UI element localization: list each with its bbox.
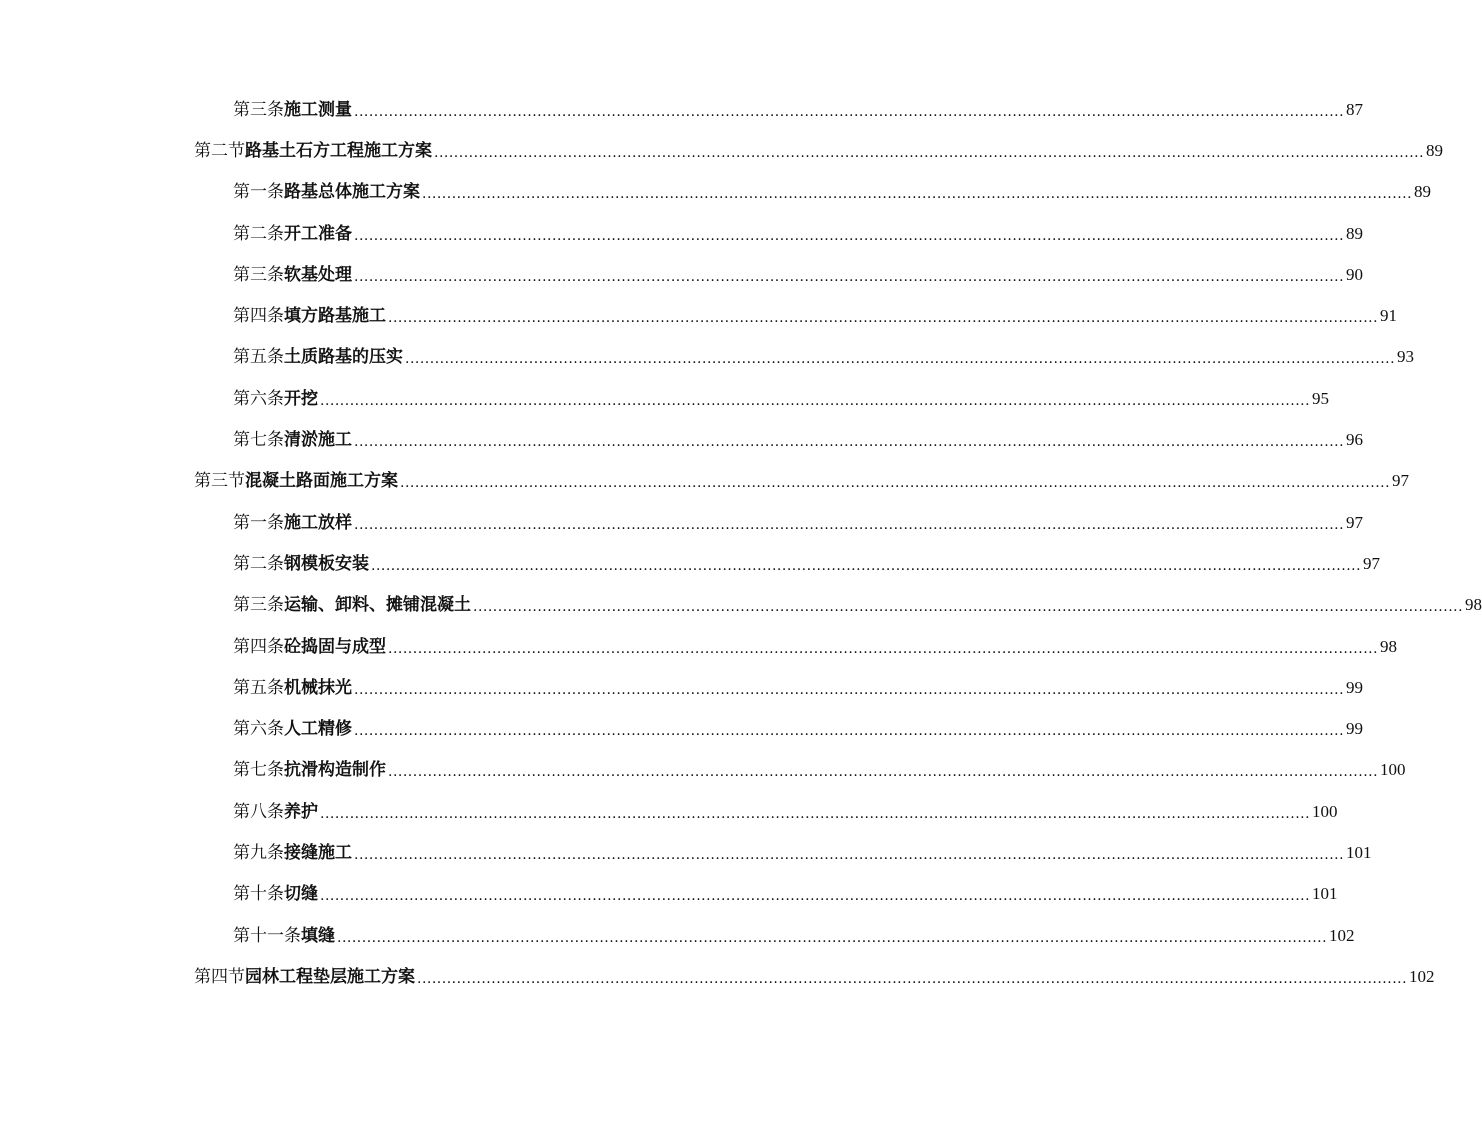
toc-entry-page: 101 (1312, 884, 1338, 904)
toc-entry[interactable] (0, 708, 1364, 749)
toc-entry-number: 第一条 (233, 182, 284, 203)
toc-entry[interactable] (0, 832, 1372, 873)
toc-entry[interactable] (0, 337, 1415, 378)
toc-entry-number: 第十一条 (233, 925, 301, 946)
toc-entry-page: 98 (1380, 636, 1398, 656)
dot-leader: ........................................................................................................................................................................................................ (354, 516, 1345, 533)
toc-entry-page: 95 (1312, 388, 1330, 408)
toc-entry-page: 91 (1380, 306, 1398, 326)
toc-entry-page: 97 (1346, 512, 1364, 532)
toc-entry-title: 土质路基的压实 (284, 347, 403, 368)
toc-entry[interactable] (0, 295, 1398, 336)
toc-entry[interactable] (0, 89, 1364, 130)
toc-entry-title: 开工准备 (284, 223, 352, 244)
toc-entry[interactable] (0, 254, 1364, 295)
toc-entry-number: 第五条 (233, 347, 284, 368)
toc-entry[interactable] (0, 461, 1410, 502)
toc-entry-page: 97 (1363, 553, 1381, 573)
toc-entry-title: 施工放样 (284, 512, 352, 533)
toc-entry-title: 施工测量 (284, 99, 352, 120)
toc-entry[interactable] (0, 667, 1364, 708)
toc-entry[interactable] (0, 750, 1406, 791)
dot-leader: ........................................................................................................................................................................................................ (354, 846, 1345, 863)
toc-entry-title: 清淤施工 (284, 430, 352, 451)
toc-entry-page: 90 (1346, 264, 1364, 284)
toc-entry-page: 102 (1329, 925, 1355, 945)
dot-leader: ........................................................................................................................................................................................................ (354, 268, 1345, 285)
toc-entry-title: 抗滑构造制作 (284, 760, 386, 781)
toc-entry-number: 第五条 (233, 677, 284, 698)
toc-entry[interactable] (0, 956, 1435, 997)
dot-leader: ........................................................................................................................................................................................................ (354, 681, 1345, 698)
dot-leader: ........................................................................................................................................................................................................ (473, 599, 1464, 616)
toc-entry-number: 第三节 (194, 471, 245, 492)
table-of-contents (0, 89, 1482, 998)
dot-leader: ........................................................................................................................................................................................................ (320, 805, 1311, 822)
toc-entry-title: 切缝 (284, 884, 318, 905)
toc-entry-page: 89 (1346, 223, 1364, 243)
toc-entry-number: 第四条 (233, 306, 284, 327)
dot-leader: ........................................................................................................................................................................................................ (320, 888, 1311, 905)
dot-leader: ........................................................................................................................................................................................................ (400, 475, 1391, 492)
toc-entry-page: 100 (1312, 801, 1338, 821)
toc-entry-page: 93 (1397, 347, 1415, 367)
toc-entry-number: 第三条 (233, 99, 284, 120)
toc-entry-title: 开挖 (284, 388, 318, 409)
toc-entry-number: 第六条 (233, 388, 284, 409)
dot-leader: ........................................................................................................................................................................................................ (354, 434, 1345, 451)
toc-entry-number: 第三条 (233, 595, 284, 616)
dot-leader: ........................................................................................................................................................................................................ (371, 557, 1362, 574)
toc-entry-title: 填方路基施工 (284, 306, 386, 327)
toc-entry[interactable] (0, 874, 1338, 915)
toc-entry-title: 混凝土路面施工方案 (245, 471, 398, 492)
toc-entry-title: 路基总体施工方案 (284, 182, 420, 203)
toc-entry-page: 102 (1409, 966, 1435, 986)
dot-leader: ........................................................................................................................................................................................................ (434, 144, 1425, 161)
toc-entry-number: 第四节 (194, 966, 245, 987)
dot-leader: ........................................................................................................................................................................................................ (405, 351, 1396, 368)
toc-entry-page: 87 (1346, 99, 1364, 119)
toc-entry-number: 第六条 (233, 719, 284, 740)
dot-leader: ........................................................................................................................................................................................................ (354, 103, 1345, 120)
toc-entry-title: 接缝施工 (284, 842, 352, 863)
toc-entry-page: 99 (1346, 677, 1364, 697)
dot-leader: ........................................................................................................................................................................................................ (354, 723, 1345, 740)
toc-entry[interactable] (0, 543, 1381, 584)
toc-entry-title: 养护 (284, 801, 318, 822)
toc-entry-page: 89 (1426, 140, 1444, 160)
dot-leader: ........................................................................................................................................................................................................ (320, 392, 1311, 409)
toc-entry-page: 98 (1465, 595, 1482, 615)
toc-entry-number: 第二条 (233, 223, 284, 244)
dot-leader: ........................................................................................................................................................................................................ (337, 929, 1328, 946)
toc-entry-title: 机械抹光 (284, 677, 352, 698)
toc-entry-title: 填缝 (301, 925, 335, 946)
dot-leader: ........................................................................................................................................................................................................ (388, 310, 1379, 327)
toc-entry-title: 砼捣固与成型 (284, 636, 386, 657)
dot-leader: ........................................................................................................................................................................................................ (388, 640, 1379, 657)
toc-entry[interactable] (0, 419, 1364, 460)
dot-leader: ........................................................................................................................................................................................................ (388, 764, 1379, 781)
toc-entry-title: 人工精修 (284, 719, 352, 740)
toc-entry[interactable] (0, 213, 1364, 254)
toc-entry-title: 钢模板安装 (284, 553, 369, 574)
toc-entry-number: 第三条 (233, 264, 284, 285)
toc-entry-title: 软基处理 (284, 264, 352, 285)
toc-entry[interactable] (0, 915, 1355, 956)
toc-entry-number: 第二条 (233, 553, 284, 574)
toc-entry-number: 第八条 (233, 801, 284, 822)
toc-entry[interactable] (0, 172, 1432, 213)
toc-entry-title: 园林工程垫层施工方案 (245, 966, 415, 987)
toc-entry-number: 第一条 (233, 512, 284, 533)
toc-entry[interactable] (0, 585, 1482, 626)
toc-entry-page: 99 (1346, 719, 1364, 739)
toc-entry-number: 第九条 (233, 842, 284, 863)
dot-leader: ........................................................................................................................................................................................................ (354, 227, 1345, 244)
toc-entry[interactable] (0, 130, 1444, 171)
toc-entry-title: 路基土石方工程施工方案 (245, 140, 432, 161)
dot-leader: ........................................................................................................................................................................................................ (417, 970, 1408, 987)
toc-entry[interactable] (0, 502, 1364, 543)
toc-entry-page: 96 (1346, 430, 1364, 450)
toc-entry-page: 100 (1380, 760, 1406, 780)
toc-entry-page: 101 (1346, 842, 1372, 862)
toc-entry-number: 第二节 (194, 140, 245, 161)
toc-entry-number: 第七条 (233, 760, 284, 781)
toc-entry[interactable] (0, 626, 1398, 667)
toc-entry-number: 第十条 (233, 884, 284, 905)
toc-entry-page: 89 (1414, 182, 1432, 202)
toc-entry-number: 第七条 (233, 430, 284, 451)
dot-leader: ........................................................................................................................................................................................................ (422, 186, 1413, 203)
toc-entry-title: 运输、卸料、摊铺混凝土 (284, 595, 471, 616)
toc-entry[interactable] (0, 378, 1330, 419)
toc-entry-page: 97 (1392, 471, 1410, 491)
toc-entry[interactable] (0, 791, 1338, 832)
toc-entry-number: 第四条 (233, 636, 284, 657)
